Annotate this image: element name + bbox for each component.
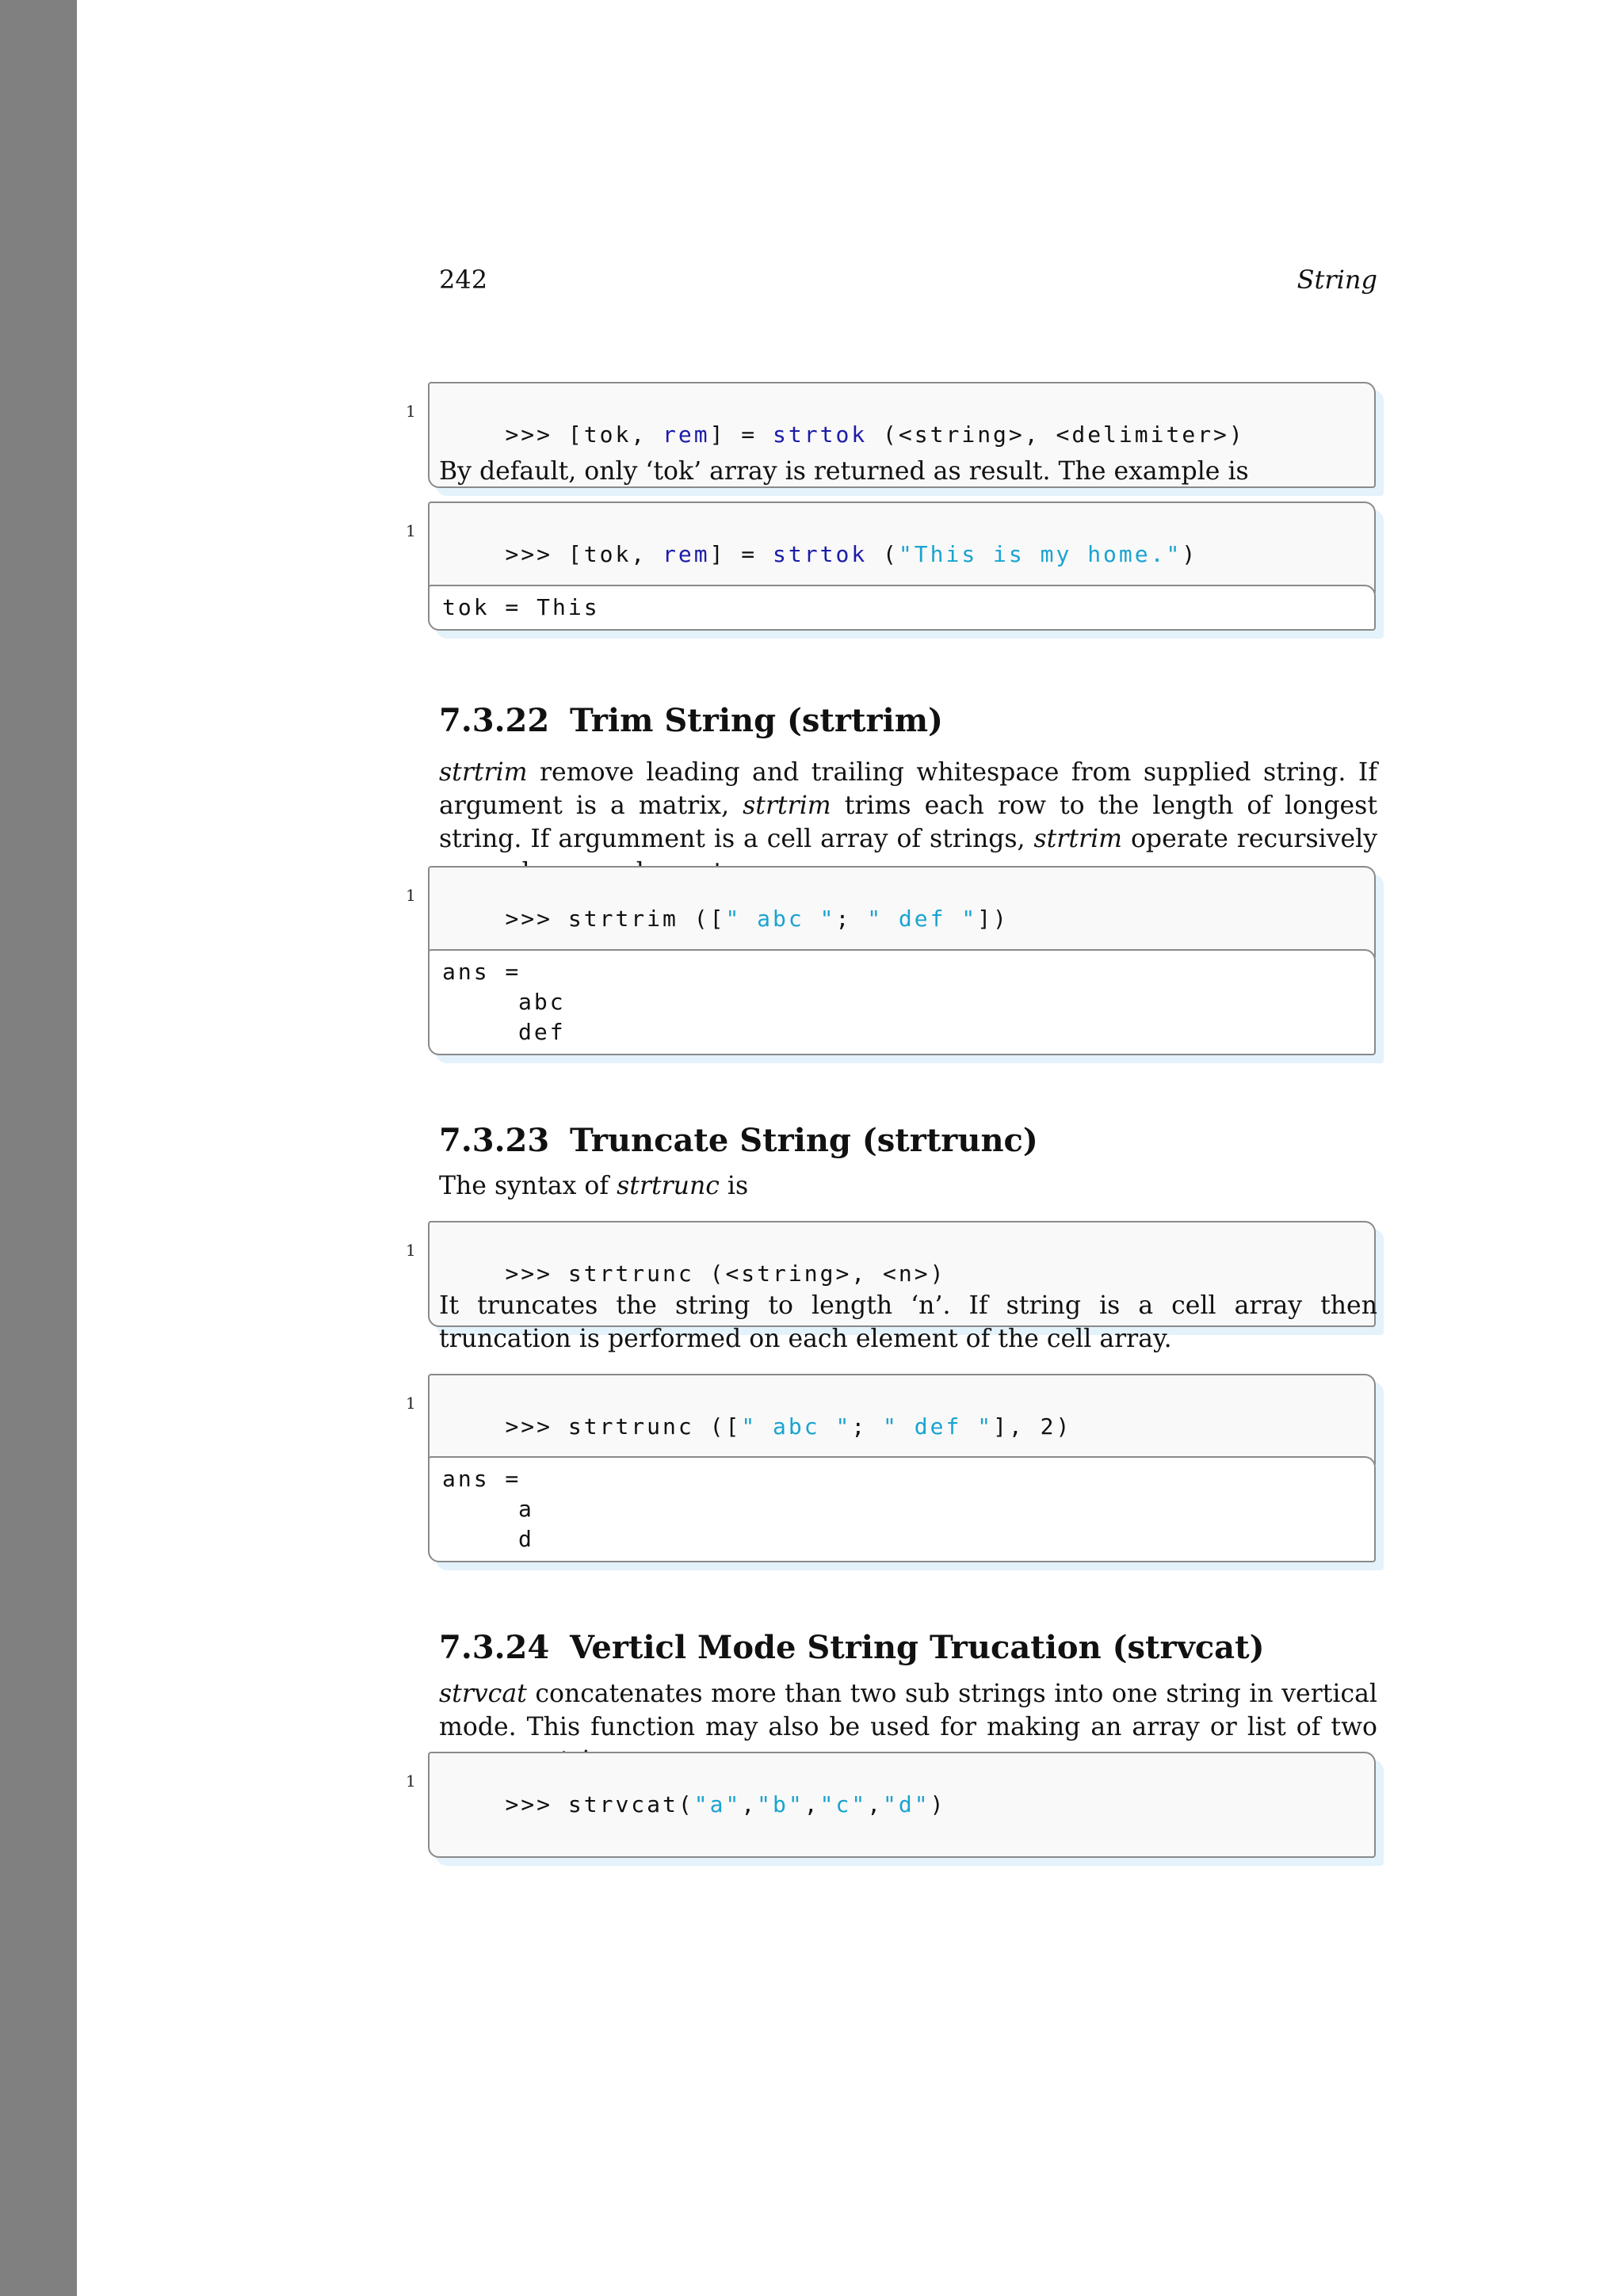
paragraph-strvcat: strvcat concatenates more than two sub strings into one string in vertical mode. This function may also be used for making an array or list of two: [439, 1680, 1377, 1741]
page-gutter: [0, 0, 77, 2296]
output-block-strtok: tok = This: [428, 585, 1376, 631]
output-block-strtrim: ans = abc def: [428, 949, 1376, 1055]
paragraph-strtrunc-syntax: The syntax of strtrunc is: [439, 1172, 749, 1200]
code-block-strtok-example: 1 >>> [tok, rem] = strtok ("This is my home."): [428, 502, 1376, 608]
output-block-strtrunc: ans = a d: [428, 1456, 1376, 1562]
code-block-strtok-syntax: 1 >>> [tok, rem] = strtok (<string>, <delimiter>): [428, 382, 1376, 488]
section-heading-strtrunc: 7.3.23 Truncate String (strtrunc): [439, 1122, 1038, 1159]
code-block-strtrim-example: 1 >>> strtrim ([" abc "; " def "]): [428, 866, 1376, 972]
line-number: 1: [406, 1772, 416, 1791]
line-number: 1: [406, 886, 416, 905]
code-block-strtrunc-syntax: 1 >>> strtrunc (<string>, <n>): [428, 1221, 1376, 1327]
section-heading-strtrim: 7.3.22 Trim String (strtrim): [439, 702, 943, 739]
code-block-strtrunc-example: 1 >>> strtrunc ([" abc "; " def "], 2): [428, 1374, 1376, 1480]
paragraph-strtrim: strtrim remove leading and trailing whitespace from supplied string. If argument is a matrix, strtrim trims each row to the length of longest string. If argumment is a cell array of strings, strtrim operate recursively: [439, 758, 1377, 853]
section-heading-strvcat: 7.3.24 Verticl Mode String Trucation (strvcat): [439, 1629, 1265, 1666]
chapter-title: String: [1296, 265, 1377, 295]
line-number: 1: [406, 1241, 416, 1260]
paragraph-strtok-default: By default, only ‘tok’ array is returned as result. The example is: [439, 457, 1249, 486]
page-number: 242: [439, 265, 488, 295]
line-number: 1: [406, 1394, 416, 1413]
line-number: 1: [406, 402, 416, 421]
code-block-strvcat-example: 1 >>> strvcat("a","b","c","d"): [428, 1752, 1376, 1858]
line-number: 1: [406, 521, 416, 540]
paragraph-strtrunc-description: It truncates the string to length ‘n’. If string is a cell array then truncation is performed on each element of the cell array.: [439, 1291, 1377, 1353]
running-header: [439, 265, 1377, 299]
